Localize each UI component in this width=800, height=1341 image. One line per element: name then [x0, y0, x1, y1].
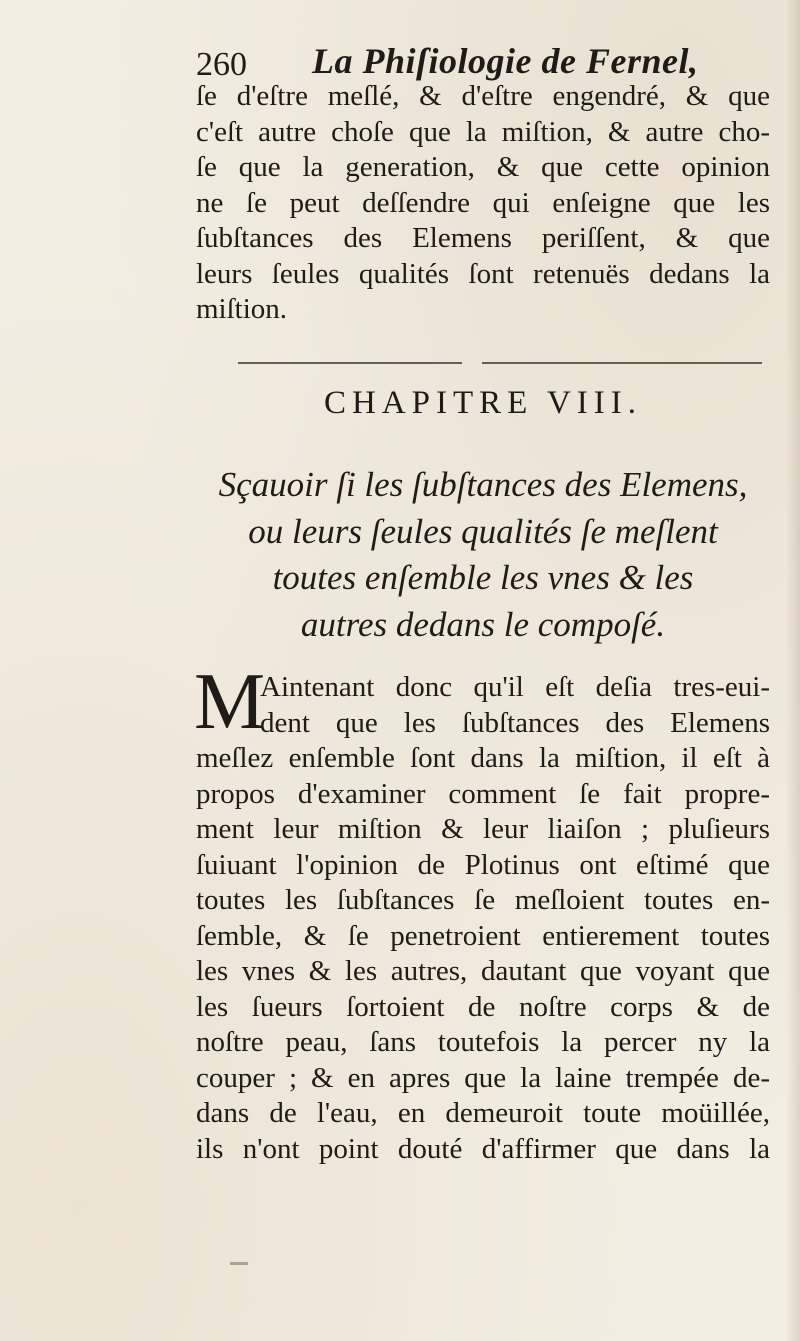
text-line: ſemble, & ſe penetroient entierement toutes [196, 919, 770, 952]
section-rule-right [482, 362, 762, 364]
chapter-title-line: ou leurs ſeules qualités ſe meſlent [248, 511, 718, 551]
drop-cap: M [194, 658, 266, 746]
text-line: ment leur miſtion & leur liaiſon ; pluſieurs [196, 813, 770, 845]
chapter-title-line: Sçauoir ſi les ſubſtances des Elemens, [218, 465, 748, 504]
text-line: c'eſt autre choſe que la miſtion, & autre cho- [196, 115, 770, 148]
text-line: miſtion. [196, 293, 288, 325]
page-edge-shadow [786, 0, 800, 1341]
text-line: ſubſtances des Elemens periſſent, & que [196, 222, 770, 254]
text-line: noſtre peau, ſans toutefois la percer ny la [196, 1026, 770, 1058]
text-line: propos d'examiner comment ſe fait propre- [196, 777, 770, 810]
chapter-heading: CHAPITRE VIII. [323, 385, 643, 421]
intro-paragraph [196, 79, 770, 328]
text-line: dans de l'eau, en demeuroit toute moüillée, [196, 1097, 770, 1129]
chapter-title-line: autres dedans le compoſé. [300, 604, 666, 644]
running-title: La Phiſiologie de Fernel, [312, 41, 699, 81]
text-line: Aintenant donc qu'il eſt deſia tres-eui- [260, 671, 770, 703]
text-line: les ſueurs ſortoient de noſtre corps & de [196, 990, 770, 1023]
text-line: ils n'ont point douté d'affirmer que dans la [196, 1132, 770, 1165]
ink-mark [230, 1262, 248, 1265]
body-paragraph [196, 741, 770, 1167]
text-line: toutes les ſubſtances ſe meſloient toutes en- [196, 884, 770, 916]
text-line: dent que les ſubſtances des Elemens [260, 706, 770, 739]
text-line: les vnes & les autres, dautant que voyant que [196, 955, 770, 987]
text-line: ne ſe peut deſſendre qui enſeigne que les [196, 186, 770, 219]
text-line: ſe que la generation, & que cette opinion [196, 151, 770, 183]
text-line: leurs ſeules qualités ſont retenuës dedans la [196, 257, 770, 290]
section-rule-left [238, 362, 462, 364]
text-line: ſe d'eſtre meſlé, & d'eſtre engendré, & que [196, 80, 770, 112]
text-line: ſuiuant l'opinion de Plotinus ont eſtimé que [196, 848, 770, 881]
text-line: meſlez enſemble ſont dans la miſtion, il eſt à [196, 742, 770, 774]
chapter-title [196, 462, 770, 648]
chapter-title-line: toutes enſemble les vnes & les [272, 558, 694, 597]
drop-cap-lines [260, 670, 770, 741]
page-number: 260 [196, 46, 247, 83]
text-line: couper ; & en apres que la laine trempée de- [196, 1061, 770, 1094]
